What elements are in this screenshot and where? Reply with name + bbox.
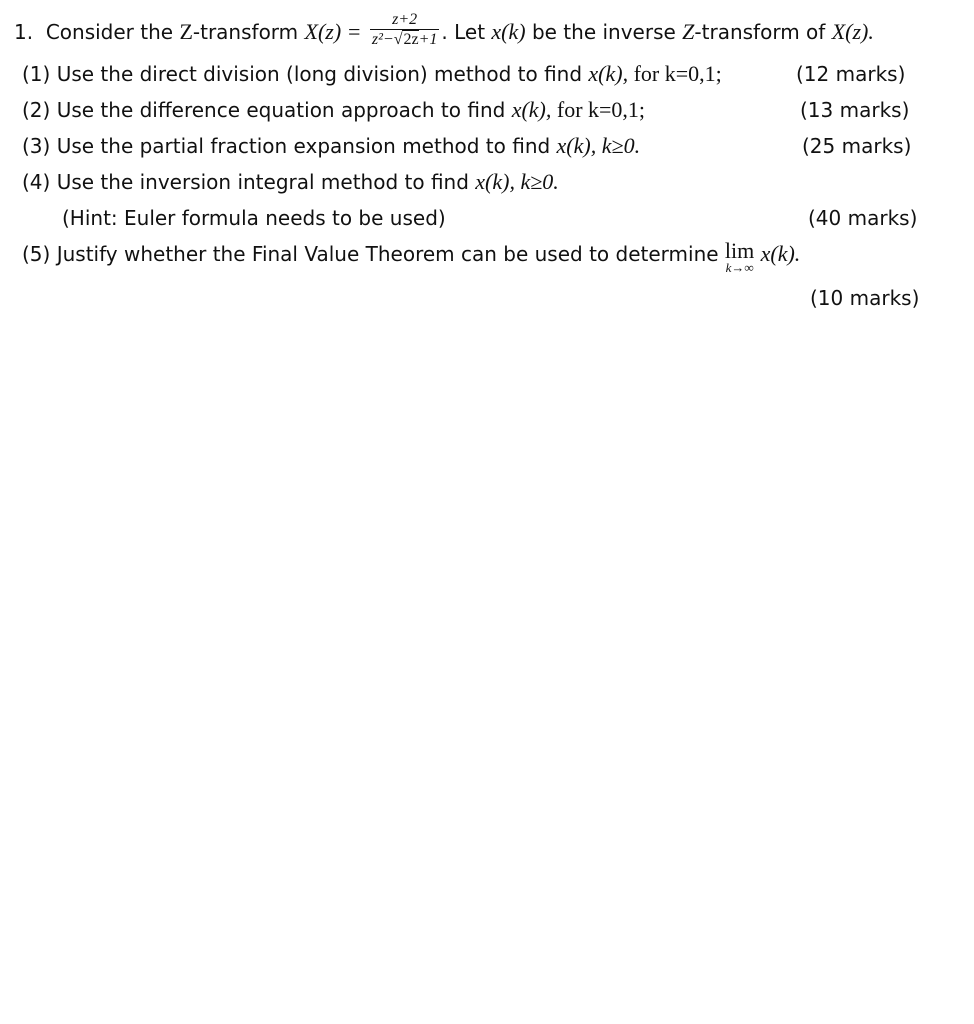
part-1-label: (1) (22, 62, 51, 86)
part-5-marks: (10 marks) (810, 286, 920, 310)
fraction-denominator (370, 30, 440, 50)
sqrt-symbol: √ (393, 31, 403, 48)
question-intro (14, 11, 874, 53)
question-number: 1. (14, 20, 34, 44)
den-sqrt: 2z (403, 31, 419, 48)
part-5-text: Justify whether the Final Value Theorem can be used to determine (56, 242, 725, 266)
part-2-math: x(k), (511, 97, 552, 122)
intro-prefix: Consider the (45, 20, 180, 44)
den-post: +1 (418, 31, 438, 48)
intro-xk: x(k) (491, 19, 526, 44)
part-1-marks: (12 marks) (796, 62, 906, 86)
part-4 (22, 168, 559, 196)
intro-Xz2: X(z). (831, 19, 874, 44)
part-1-math: x(k), (588, 61, 629, 86)
part-2-text: Use the difference equation approach to find (56, 98, 512, 122)
part-5-label: (5) (22, 242, 51, 266)
part-1 (22, 60, 722, 88)
intro-transform: -transform (192, 20, 305, 44)
part-5 (22, 240, 800, 274)
part-1-text: Use the direct division (long division) method to find (56, 62, 589, 86)
part-4-marks: (40 marks) (808, 206, 918, 230)
part-3-marks: (25 marks) (802, 134, 912, 158)
limit-expression (725, 240, 754, 274)
transfer-fraction (370, 11, 440, 50)
part-3-math: x(k), k≥0. (556, 133, 641, 158)
lim-subscript: k→∞ (725, 260, 754, 275)
part-2 (22, 96, 645, 124)
part-1-math2: for k=0,1; (628, 61, 722, 86)
part-2-math2: for k=0,1; (551, 97, 646, 122)
intro-Xz: X(z) = (304, 19, 362, 44)
part-3-text: Use the partial fraction expansion method to find (56, 134, 557, 158)
intro-be: be the inverse (525, 20, 683, 44)
intro-z2: Z (682, 19, 695, 44)
part-3-label: (3) (22, 134, 51, 158)
fraction-numerator: z+2 (370, 11, 440, 30)
part-3 (22, 132, 640, 160)
intro-after-frac: . Let (441, 20, 492, 44)
part-4-hint: (Hint: Euler formula needs to be used) (62, 206, 446, 230)
den-pre: z²− (371, 31, 394, 48)
lim-word: lim (724, 238, 755, 263)
part-5-math: x(k). (760, 241, 801, 266)
part-2-label: (2) (22, 98, 51, 122)
part-4-text: Use the inversion integral method to find (56, 170, 476, 194)
intro-transform2: -transform of (694, 20, 832, 44)
part-4-label: (4) (22, 170, 51, 194)
intro-z: Z (179, 19, 193, 44)
part-4-math: x(k), k≥0. (475, 169, 559, 194)
part-2-marks: (13 marks) (800, 98, 910, 122)
